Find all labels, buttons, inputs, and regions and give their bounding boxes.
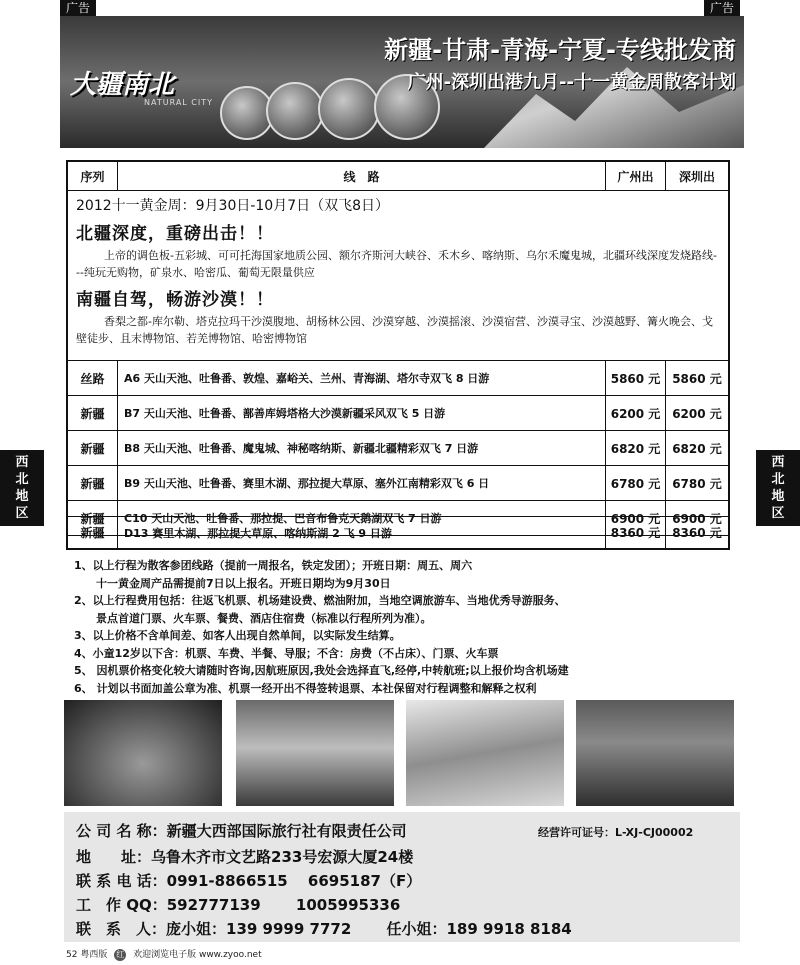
qq: 592777139 1005995336 [166,896,401,914]
table-row [68,431,728,466]
golden-week-block [68,191,728,361]
side-label-left [0,450,44,526]
logo-subtitle: NATURAL CITY [144,98,214,107]
row-route: C10 天山天池、吐鲁番、那拉提、巴音布鲁克天鹅湖双飞 7 日游 [118,501,606,535]
table-row [68,361,728,396]
row-type: 新疆 [68,501,118,535]
row-price-sz: 8360 元 [672,526,722,540]
row-route: D13 赛里木湖、那拉提大草原、喀纳斯湖 2 飞 9 日游 [118,517,606,548]
contact-label: 联 系 人： [76,920,167,938]
table-row [66,516,730,550]
edition: 粤西版 [80,950,108,960]
page-footer [66,947,262,961]
photo-desert-camels [406,700,564,806]
south-xinjiang-desc: 香梨之都-库尔勒、塔克拉玛干沙漠腹地、胡杨林公园、沙漠穿越、沙漠摇滚、沙漠宿营、沙漠寻宝、沙漠越野、篝火晚会、戈壁徒步、且末博物馆、若羌博物馆、哈密博物馆 [76,315,713,345]
row-price-sz: 6820 元 [672,441,722,456]
banner-title: 新疆-甘肃-青海-宁夏-专线批发商 [384,36,736,64]
row-route: A6 天山天池、吐鲁番、敦煌、嘉峪关、兰州、青海湖、塔尔寺双飞 8 日游 [118,361,606,395]
row-route: B8 天山天池、吐鲁番、魔鬼城、神秘喀纳斯、新疆北疆精彩双飞 7 日游 [118,431,606,465]
license-number: 经营许可证号：L-XJ-CJ00002 [538,826,694,839]
north-xinjiang-desc: 上帝的调色板-五彩城、可可托海国家地质公园、额尔齐斯河大峡谷、禾木乡、喀纳斯、乌尔禾魔鬼城，北疆环线深度发烧路线---纯玩无购物，矿泉水、哈密瓜、葡萄无限量供应 [76,249,717,279]
note-line: 景点首道门票、火车票、餐费、酒店住宿费（标准以行程所列为准）。 [96,611,432,625]
contact-line [76,918,572,939]
contact-footer [64,812,740,942]
note-line: 1、以上行程为散客参团线路（提前一周报名，铁定发团）；开班日期：周五、周六 [74,559,473,572]
side-char: 西 [15,455,29,470]
address-label: 地 址： [76,848,152,866]
table-row [68,396,728,431]
side-char: 地 [771,489,785,504]
side-char: 区 [771,506,785,521]
row-price-gz: 6900 元 [606,501,666,535]
side-label-right [756,450,800,526]
route-table [66,160,730,550]
header-guangzhou: 广州出 [606,162,666,190]
side-char: 区 [15,506,29,521]
side-char: 北 [15,472,29,487]
photo-circle-3 [318,78,380,140]
note-line: 5、 因机票价格变化较大请随时咨询,因航班原因,我处会选择直飞,经停,中转航班;以上报价均含机场建 [74,664,569,677]
note-line: 十一黄金周产品需提前7日以上报名。开班日期均为9月30日 [96,576,391,590]
table-row [68,466,728,501]
phone: 0991-8866515 6695187（F） [166,872,422,890]
address-line [76,846,413,867]
red-logo-icon: 红 [116,950,125,959]
company-line [76,820,407,841]
notes-block [74,557,734,697]
company-name: 新疆大西部国际旅行社有限责任公司 [166,822,407,840]
photo-strip [64,700,734,806]
qq-line [76,894,400,915]
row-price-sz: 6900 元 [672,511,722,526]
logo: 大疆南北 [70,70,175,100]
side-char: 西 [771,455,785,470]
row-price-gz: 8360 元 [606,517,666,548]
row-price-gz: 6780 元 [606,466,666,500]
row-route: B9 天山天池、吐鲁番、赛里木湖、那拉提大草原、塞外江南精彩双飞 6 日 [118,466,606,500]
phone-line [76,870,421,891]
row-type: 新疆 [68,466,118,500]
photo-circle-2 [266,82,324,140]
row-type: 新疆 [68,517,118,548]
header-route: 线 路 [118,162,606,190]
header-banner [60,16,744,148]
phone-label: 联 系 电 话： [76,872,167,890]
table-header-row [68,162,728,191]
ad-tag-right: 广告 [704,0,740,16]
row-type: 丝路 [68,361,118,395]
ad-tag-left: 广告 [60,0,96,16]
row-price-sz: 6780 元 [672,476,722,491]
note-line: 3、以上价格不含单间差、如客人出现自然单间，以实际发生结算。 [74,629,401,642]
note-line: 6、 计划以书面加盖公章为准、机票一经开出不得签转退票、本社保留对行程调整和解释之权利 [74,681,537,695]
row-route: B7 天山天池、吐鲁番、鄯善库姆塔格大沙漠新疆采风双飞 5 日游 [118,396,606,430]
header-shenzhen: 深圳出 [678,169,715,184]
row-price-sz: 5860 元 [672,371,722,386]
note-line: 2、以上行程费用包括：往返飞机票、机场建设费、燃油附加，当地空调旅游车、当地优秀导游服务、 [74,594,566,607]
row-price-gz: 6200 元 [606,396,666,430]
side-char: 地 [15,489,29,504]
row-price-sz: 6200 元 [672,406,722,421]
contact: 庞小姐：139 9999 7772 任小姐：189 9918 8184 [166,920,572,938]
row-type: 新疆 [68,431,118,465]
address: 乌鲁木齐市文艺路233号宏源大厦24楼 [151,848,414,866]
banner-subtitle: 广州-深圳出港九月--十一黄金周散客计划 [407,72,736,93]
qq-label: 工 作 QQ： [76,896,167,914]
row-price-gz: 6820 元 [606,431,666,465]
south-xinjiang-heading: 南疆自驾，畅游沙漠！！ [76,290,274,310]
page-number: 52 [66,950,78,960]
photo-poplar-forest [236,700,394,806]
note-line: 4、小童12岁以下含：机票、车费、半餐、导服；不含：房费（不占床）、门票、火车票 [74,646,499,660]
golden-week-title: 2012十一黄金周：9月30日-10月7日（双飞8日） [76,198,390,214]
photo-kebab [64,700,222,806]
photo-dancers [576,700,734,806]
row-type: 新疆 [68,396,118,430]
side-char: 北 [771,472,785,487]
north-xinjiang-heading: 北疆深度，重磅出击！！ [76,224,274,244]
welcome-text: 欢迎浏览电子版 www.zyoo.net [133,950,262,960]
company-label: 公 司 名 称： [76,822,167,840]
header-seq: 序列 [68,162,118,190]
row-price-gz: 5860 元 [606,361,666,395]
